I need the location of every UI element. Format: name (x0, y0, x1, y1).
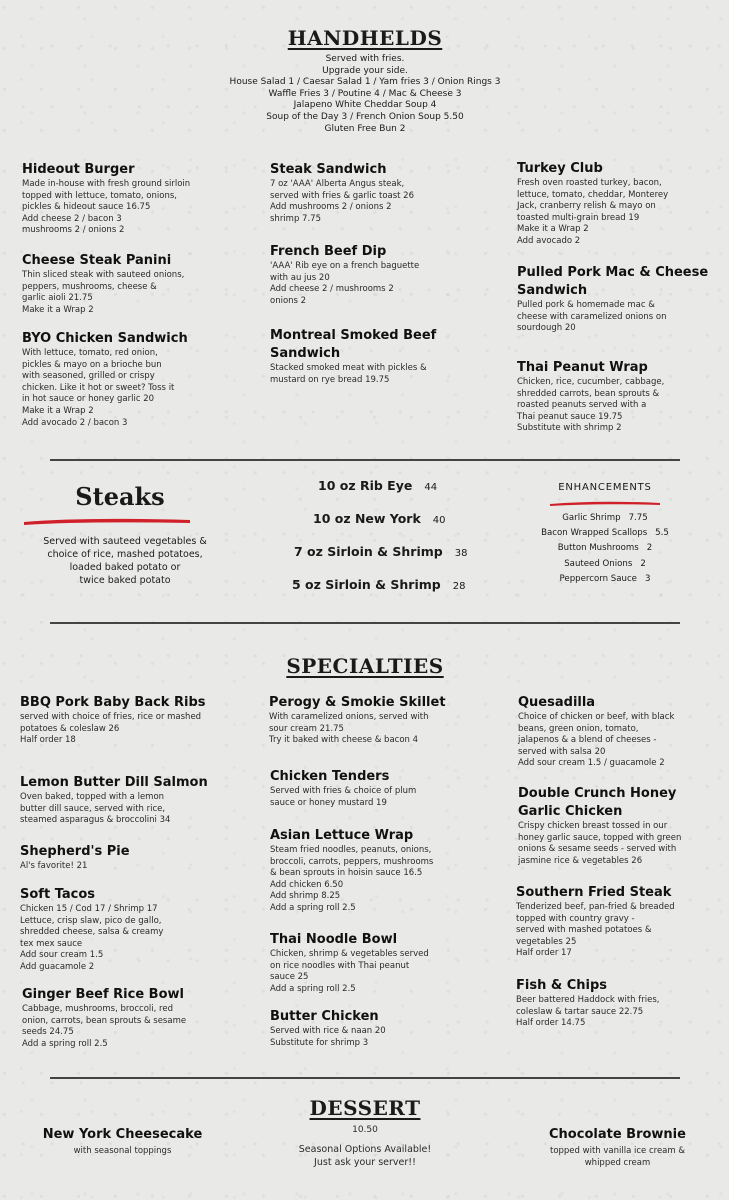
steak-name: 5 oz Sirloin & Shrimp (292, 577, 441, 592)
menu-item-honey-garlic-chicken (518, 785, 718, 867)
dessert-price: 10.50 (352, 1125, 378, 1135)
item-name: BBQ Pork Baby Back Ribs (20, 695, 206, 710)
item-desc: Al's favorite! 21 (20, 861, 88, 871)
menu-item-chicken-tenders (270, 768, 482, 809)
section-divider (50, 1077, 680, 1079)
enhancements-list (520, 511, 690, 587)
item-desc: Beer battered Haddock with fries, coleslaw & tartar sauce 22.75 Half order 14.75 (516, 995, 660, 1029)
item-desc: 'AAA' Rib eye on a french baguette with au jus 20 Add cheese 2 / mushrooms 2 onions 2 (270, 261, 420, 306)
enhancement-name: Garlic Shrimp (562, 513, 621, 523)
item-desc: Thin sliced steak with sauteed onions, peppers, mushrooms, cheese & garlic aioli 21.75 Make it a Wrap 2 (22, 270, 185, 315)
steak-item (313, 511, 446, 526)
item-desc: with seasonal toppings (73, 1146, 172, 1156)
item-desc: Made in-house with fresh ground sirloin topped with lettuce, tomato, onions, pickles & hideout sauce 16.75 Add cheese 2 / bacon 3 mushrooms 2 / onions 2 (22, 179, 191, 236)
menu-item-thai-peanut-wrap (517, 359, 729, 435)
dessert-cheesecake (20, 1126, 225, 1158)
dessert-title: DESSERT (309, 1096, 421, 1120)
section-divider (50, 622, 680, 624)
intro-line: Gluten Free Bun 2 (324, 123, 406, 134)
steak-price: 38 (454, 548, 468, 559)
item-desc: Tenderized beef, pan-fried & breaded topped with country gravy - served with mashed potatoes & vegetables 25 Half order 17 (516, 902, 675, 959)
item-name: Chicken Tenders (270, 769, 390, 784)
item-desc: served with choice of fries, rice or mashed potatoes & coleslaw 26 Half order 18 (20, 712, 202, 746)
menu-item-pulled-pork-mac (517, 264, 717, 335)
menu-item-salmon (20, 774, 245, 827)
menu-item-french-beef-dip (270, 243, 482, 307)
item-name: Thai Noodle Bowl (270, 932, 398, 947)
menu-item-turkey-club (517, 160, 729, 248)
item-desc: Chicken, rice, cucumber, cabbage, shredded carrots, bean sprouts & roasted peanuts served with a Thai peanut sauce 19.75 Substitute with shrimp 2 (517, 377, 665, 434)
menu-item-ginger-beef (22, 986, 234, 1050)
enhancement-name: Sauteed Onions (564, 558, 633, 569)
enhancements-brush-underline (548, 499, 662, 507)
item-name: Chocolate Brownie (549, 1127, 686, 1142)
item-desc: Served with fries & choice of plum sauce or honey mustard 19 (270, 786, 417, 808)
steak-name: 7 oz Sirloin & Shrimp (294, 544, 443, 559)
menu-item-bbq-ribs (20, 694, 245, 747)
item-name: Fish & Chips (516, 978, 608, 993)
dessert-center (265, 1125, 465, 1169)
enhancement-item (520, 557, 690, 572)
steak-price: 44 (424, 482, 438, 493)
enhancement-item (520, 541, 690, 556)
item-name: Turkey Club (517, 161, 603, 176)
item-desc: 7 oz 'AAA' Alberta Angus steak, served with fries & garlic toast 26 Add mushrooms 2 / onions 2 shrimp 7.75 (270, 179, 415, 224)
intro-line: Upgrade your side. (322, 65, 408, 76)
item-name: Soft Tacos (20, 887, 96, 902)
intro-line: Served with fries. (325, 54, 405, 64)
enhancement-name: Peppercorn Sauce (559, 573, 637, 584)
item-name: Hideout Burger (22, 162, 135, 177)
item-name: Perogy & Smokie Skillet (269, 695, 446, 710)
steaks-brush-underline (22, 514, 194, 526)
item-name: Lemon Butter Dill Salmon (20, 775, 208, 790)
item-desc: topped with vanilla ice cream & whipped cream (549, 1146, 685, 1168)
steaks-title: Steaks (75, 482, 165, 511)
item-desc: Chicken, shrimp & vegetables served on rice noodles with Thai peanut sauce 25 Add a spring roll 2.5 (270, 949, 429, 994)
enhancement-name: Bacon Wrapped Scallops (541, 528, 648, 539)
menu-item-quesadilla (518, 694, 729, 770)
intro-line: Soup of the Day 3 / French Onion Soup 5.50 (266, 111, 464, 122)
enhancement-price: 5.5 (655, 528, 669, 539)
steaks-desc: Served with sauteed vegetables & choice of rice, mashed potatoes, loaded baked potato or twice baked potato (43, 536, 207, 586)
item-desc: Oven baked, topped with a lemon butter dill sauce, served with rice, steamed asparagus & broccolini 34 (20, 792, 171, 826)
handhelds-intro (165, 54, 565, 135)
item-name: New York Cheesecake (42, 1127, 203, 1142)
menu-item-thai-noodle-bowl (270, 931, 482, 995)
item-desc: Stacked smoked meat with pickles & mustard on rye bread 19.75 (270, 363, 427, 385)
item-desc: Served with rice & naan 20 Substitute for shrimp 3 (270, 1026, 386, 1048)
enhancement-item (520, 511, 690, 526)
intro-line: Waffle Fries 3 / Poutine 4 / Mac & Cheese 3 (268, 88, 462, 99)
handhelds-title: HANDHELDS (287, 26, 443, 50)
item-name: BYO Chicken Sandwich (22, 331, 188, 346)
item-name: French Beef Dip (270, 244, 387, 259)
enhancement-price: 7.75 (628, 513, 648, 523)
steak-price: 28 (452, 581, 466, 592)
steak-name: 10 oz New York (313, 511, 421, 526)
enhancement-item (520, 526, 690, 541)
steak-item (318, 478, 437, 493)
item-desc: Steam fried noodles, peanuts, onions, broccoli, carrots, peppers, mushrooms & bean sprouts in hoisin sauce 16.5 Add chicken 6.50 Add shrimp 8.25 Add a spring roll 2.5 (270, 845, 434, 913)
menu-item-fish-chips (516, 977, 728, 1030)
menu-item-steak-sandwich (270, 161, 482, 225)
enhancement-price: 2 (646, 543, 653, 554)
item-desc: Fresh oven roasted turkey, bacon, lettuce, tomato, cheddar, Monterey Jack, cranberry relish & mayo on toasted multi-grain bread 19 Make it a Wrap 2 Add avocado 2 (517, 178, 669, 246)
menu-item-perogy-skillet (269, 694, 481, 747)
menu-item-southern-fried-steak (516, 884, 728, 960)
item-name: Double Crunch Honey Garlic Chicken (518, 786, 677, 819)
item-desc: With caramelized onions, served with sour cream 21.75 Try it baked with cheese & bacon 4 (269, 712, 429, 746)
menu-item-montreal-smoked-beef (270, 327, 460, 386)
steak-price: 40 (432, 515, 446, 526)
item-desc: Cabbage, mushrooms, broccoli, red onion, carrots, bean sprouts & sesame seeds 24.75 Add a spring roll 2.5 (22, 1004, 187, 1049)
item-desc: Chicken 15 / Cod 17 / Shrimp 17 Lettuce, crisp slaw, pico de gallo, shredded cheese, salsa & creamy tex mex sauce Add sour cream 1.5 Add guacamole 2 (20, 904, 164, 972)
item-name: Southern Fried Steak (516, 885, 672, 900)
enhancements-title: ENHANCEMENTS (558, 482, 652, 493)
menu-item-byo-chicken-sandwich (22, 330, 234, 429)
item-desc: With lettuce, tomato, red onion, pickles & mayo on a brioche bun with seasoned, grilled or crispy chicken. Like it hot or sweet? Toss it in hot sauce or honey garlic 20 Make it a Wrap 2 Add avocado 2 / bacon 3 (22, 348, 175, 428)
item-name: Shepherd's Pie (20, 844, 130, 859)
item-name: Quesadilla (518, 695, 596, 710)
item-name: Steak Sandwich (270, 162, 387, 177)
item-name: Pulled Pork Mac & Cheese Sandwich (517, 265, 709, 298)
menu-item-soft-tacos (20, 886, 232, 974)
dessert-brownie (515, 1126, 720, 1169)
enhancement-price: 2 (640, 558, 646, 569)
section-divider (50, 459, 680, 461)
enhancement-price: 3 (644, 573, 651, 584)
steak-name: 10 oz Rib Eye (318, 478, 413, 493)
enhancement-item (520, 572, 690, 587)
enhancement-name: Button Mushrooms (557, 543, 639, 554)
item-name: Ginger Beef Rice Bowl (22, 987, 184, 1002)
dessert-note: Seasonal Options Available! Just ask your server!! (298, 1143, 432, 1168)
item-name: Thai Peanut Wrap (517, 360, 648, 375)
item-desc: Crispy chicken breast tossed in our honey garlic sauce, topped with green onions & sesame seeds - served with jasmine rice & vegetables 26 (518, 821, 682, 866)
item-name: Cheese Steak Panini (22, 253, 172, 268)
steak-item (292, 577, 465, 592)
item-name: Asian Lettuce Wrap (270, 828, 414, 843)
item-name: Montreal Smoked Beef Sandwich (270, 328, 437, 361)
menu-item-butter-chicken (270, 1008, 482, 1049)
item-name: Butter Chicken (270, 1009, 379, 1024)
item-desc: Pulled pork & homemade mac & cheese with caramelized onions on sourdough 20 (517, 300, 667, 334)
menu-item-hideout-burger (22, 161, 234, 237)
intro-line: House Salad 1 / Caesar Salad 1 / Yam fries 3 / Onion Rings 3 (229, 77, 501, 88)
item-desc: Choice of chicken or beef, with black beans, green onion, tomato, jalapenos & a blend of cheeses - served with salsa 20 Add sour cream 1.5 / guacamole 2 (518, 712, 675, 769)
specialties-title: SPECIALTIES (286, 654, 444, 678)
menu-item-asian-lettuce-wrap (270, 827, 482, 915)
steak-item (294, 544, 467, 559)
intro-line: Jalapeno White Cheddar Soup 4 (293, 100, 437, 111)
menu-item-shepherds-pie (20, 843, 232, 873)
menu-item-cheese-steak-panini (22, 252, 234, 316)
